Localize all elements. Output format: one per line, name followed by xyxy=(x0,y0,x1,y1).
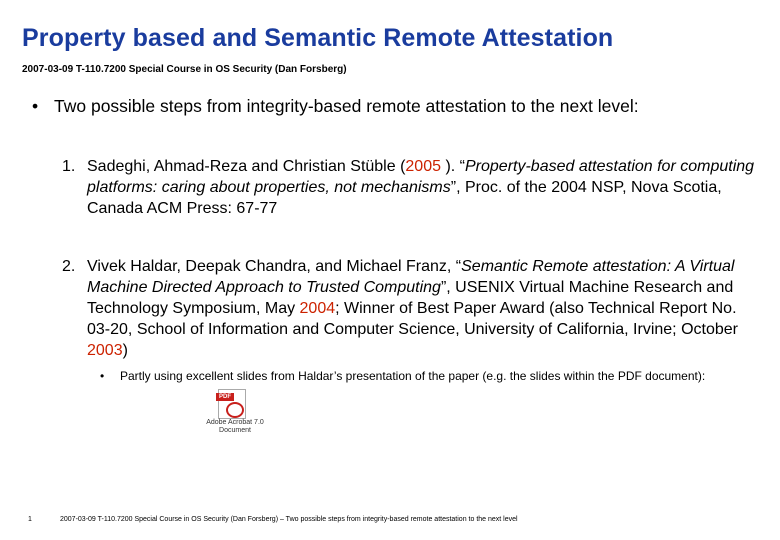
main-bullet-text: Two possible steps from integrity-based remote attestation to the next level: xyxy=(54,96,639,116)
pdf-caption-line2: Document xyxy=(219,427,251,434)
sub-bullet-icon: • xyxy=(100,369,105,383)
pdf-badge: PDF xyxy=(216,393,234,401)
page-subtitle: 2007-03-09 T-110.7200 Special Course in OS Security (Dan Forsberg) xyxy=(22,64,347,75)
acrobat-logo-icon xyxy=(226,402,244,418)
reference-2-body xyxy=(87,256,762,361)
pdf-caption xyxy=(200,419,270,435)
page-title: Property based and Semantic Remote Attestation xyxy=(22,24,614,52)
reference-2-year1: 2004 xyxy=(299,300,336,317)
reference-2-number: 2. xyxy=(62,258,76,275)
reference-1-number: 1. xyxy=(62,158,76,175)
pdf-caption-line1: Adobe Acrobat 7.0 xyxy=(206,419,264,426)
reference-2 xyxy=(62,256,762,361)
reference-1-year: 2005 xyxy=(405,158,441,175)
reference-2-rest1: ”, USENIX Virtual Machine Research and Technology Symposium, May xyxy=(87,279,734,317)
reference-1-rest: ”, Proc. of the 2004 NSP, Nova Scotia, Canada ACM Press: 67-77 xyxy=(87,179,722,217)
footer-text: 2007-03-09 T-110.7200 Special Course in OS Security (Dan Forsberg) – Two possible steps from integrity-based remote attestation to the next level xyxy=(60,516,518,523)
reference-1-title: Property-based attestation for computing platforms: caring about properties, not mechanisms xyxy=(87,158,755,196)
sub-bullet-text: Partly using excellent slides from Haldar’s presentation of the paper (e.g. the slides within the PDF document): xyxy=(120,369,706,383)
reference-2-title: Semantic Remote attestation: A Virtual Machine Directed Approach to Trusted Computing xyxy=(87,258,735,296)
reference-2-rest2: ; Winner of Best Paper Award (also Technical Report No. 03-20, School of Information and Computer Science, University of California, Irvine; October xyxy=(87,300,738,338)
bullet-icon: • xyxy=(32,96,39,116)
sub-bullet xyxy=(100,368,740,384)
reference-1-body xyxy=(87,156,762,219)
reference-2-rest3: ) xyxy=(122,342,128,359)
reference-2-year2: 2003 xyxy=(87,342,123,359)
reference-1-mid: ). “ xyxy=(441,158,465,175)
reference-1-authors: Sadeghi, Ahmad-Reza and Christian Stüble ( xyxy=(87,158,406,175)
page-number: 1 xyxy=(28,516,32,523)
pdf-document-icon[interactable] xyxy=(200,389,270,437)
reference-1 xyxy=(62,156,762,219)
reference-2-authors: Vivek Haldar, Deepak Chandra, and Michael Franz, “ xyxy=(87,258,462,275)
